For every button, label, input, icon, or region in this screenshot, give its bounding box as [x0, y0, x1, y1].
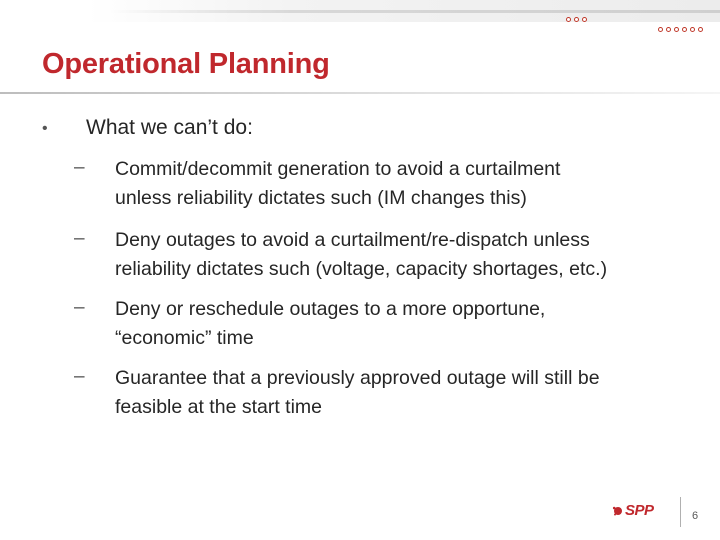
- sub-item-line: Guarantee that a previously approved outage will still be: [115, 367, 600, 389]
- dash-marker: –: [74, 228, 85, 249]
- dash-marker: –: [74, 157, 85, 178]
- sub-item-text: [115, 226, 705, 284]
- dash-marker: –: [74, 297, 85, 318]
- sub-item-text: [115, 364, 705, 422]
- page-number: 6: [692, 510, 699, 522]
- dash-marker: –: [74, 366, 85, 387]
- spp-logo-text: SPP: [625, 502, 654, 519]
- decorative-dots-top: [566, 17, 587, 22]
- sub-item-line: unless reliability dictates such (IM changes this): [115, 187, 527, 209]
- slide-title: Operational Planning: [42, 48, 330, 80]
- spp-logo-icon: [612, 505, 624, 517]
- bullet-text: What we can’t do:: [86, 116, 253, 139]
- sub-item-line: “economic” time: [115, 327, 254, 349]
- decorative-dots-right: [658, 27, 703, 32]
- footer-divider: [680, 497, 681, 527]
- spp-logo: [612, 502, 654, 519]
- sub-item-line: Commit/decommit generation to avoid a curtailment: [115, 158, 561, 180]
- sub-item-text: [115, 155, 705, 213]
- sub-item-line: feasible at the start time: [115, 396, 323, 418]
- title-divider: [0, 92, 720, 94]
- bullet-marker: •: [42, 120, 48, 137]
- sub-item-line: Deny or reschedule outages to a more opportune,: [115, 298, 546, 320]
- sub-item-text: [115, 295, 705, 353]
- sub-item-line: Deny outages to avoid a curtailment/re-dispatch unless: [115, 229, 590, 251]
- sub-item-line: reliability dictates such (voltage, capacity shortages, etc.): [115, 258, 608, 280]
- header-stripe: [110, 10, 720, 13]
